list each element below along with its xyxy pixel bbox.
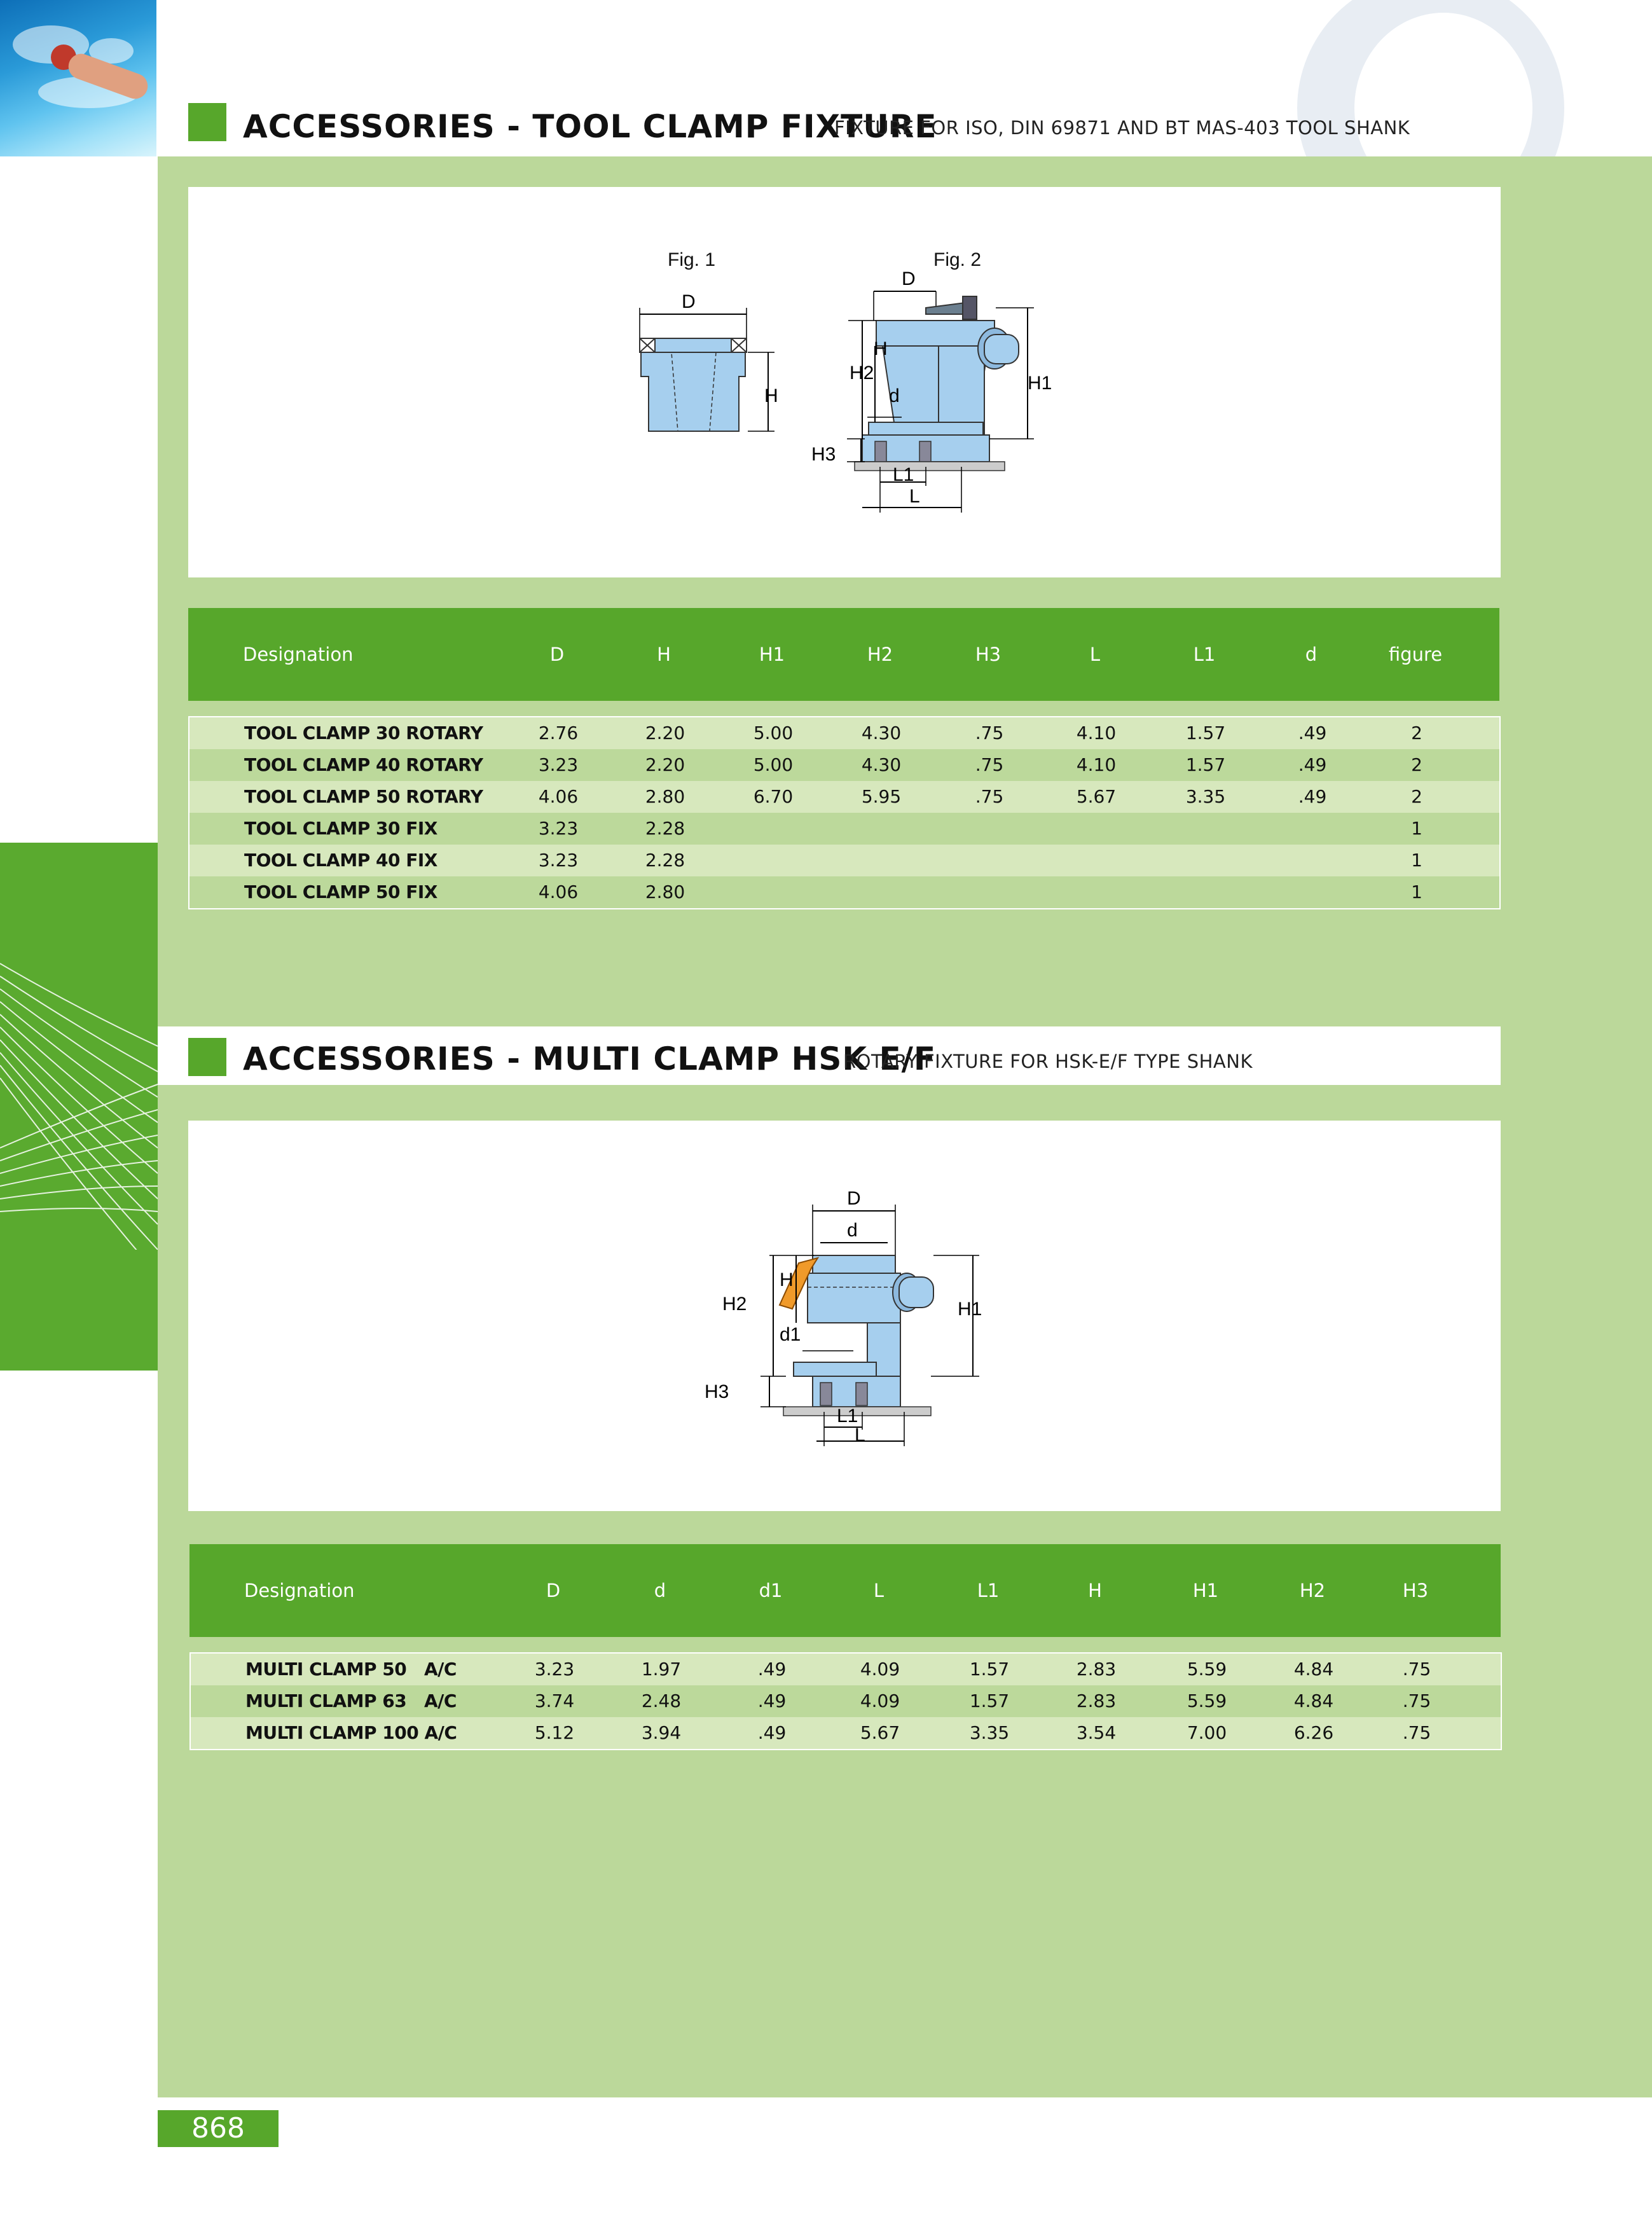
table-row [189, 717, 1499, 749]
cell: 4.06 [538, 786, 579, 807]
cell: 1 [1411, 818, 1422, 839]
fig2-L: L [909, 486, 920, 507]
col-header: H1 [759, 644, 785, 665]
cell: 3.23 [538, 818, 579, 839]
cell: 2.20 [645, 722, 685, 743]
col-header: H [657, 644, 671, 665]
cell: 2.28 [645, 818, 685, 839]
cell: 5.95 [861, 786, 902, 807]
cell-designation: TOOL CLAMP 50 FIX [244, 881, 437, 902]
figure-box [188, 1121, 1501, 1511]
table-header [189, 1544, 1501, 1637]
cell: 1.97 [641, 1659, 682, 1680]
cell: 5.59 [1187, 1690, 1227, 1711]
fig-D: D [847, 1188, 861, 1209]
cell: .49 [757, 1690, 787, 1711]
col-header: H3 [975, 644, 1002, 665]
section-title: ACCESSORIES - TOOL CLAMP FIXTURE [243, 108, 937, 145]
cell: .75 [975, 722, 1004, 743]
cell: 4.30 [861, 722, 902, 743]
data-table [189, 1652, 1502, 1750]
fig2-H3: H3 [811, 444, 836, 465]
col-header: H [1088, 1580, 1102, 1601]
cell: 3.35 [1185, 786, 1226, 807]
col-header: L [873, 1580, 885, 1601]
cell: 1.57 [1185, 754, 1226, 775]
cell: 4.09 [860, 1690, 900, 1711]
cell: 5.59 [1187, 1659, 1227, 1680]
fig1-drawing [640, 291, 778, 431]
fig2-L1: L1 [893, 464, 914, 485]
cell: 4.30 [861, 754, 902, 775]
cell: 7.00 [1187, 1722, 1227, 1743]
cell: 5.67 [860, 1722, 900, 1743]
cell: .75 [1402, 1722, 1431, 1743]
cell: 4.10 [1076, 754, 1117, 775]
cell: 4.10 [1076, 722, 1117, 743]
fig-H2: H2 [722, 1294, 747, 1315]
tool-clamp-diagram [188, 187, 1501, 577]
cell: 5.00 [753, 722, 794, 743]
fig-L1: L1 [837, 1406, 858, 1426]
col-header: D [549, 644, 565, 665]
cell: 4.84 [1293, 1659, 1334, 1680]
cell-designation: TOOL CLAMP 30 ROTARY [244, 722, 483, 743]
cell-designation: MULTI CLAMP 63 A/C [245, 1690, 457, 1711]
fig2-H2: H2 [850, 363, 874, 383]
fig1-D: D [682, 291, 696, 312]
fig-L: L [855, 1425, 865, 1446]
fig2-label: Fig. 2 [933, 249, 982, 270]
cell: 5.67 [1076, 786, 1117, 807]
cell: 4.09 [860, 1659, 900, 1680]
cell: 3.54 [1076, 1722, 1117, 1743]
cell-designation: TOOL CLAMP 30 FIX [244, 818, 437, 839]
page-number: 868 [158, 2110, 279, 2147]
cell: 2.76 [538, 722, 579, 743]
cell: 3.23 [538, 850, 579, 871]
cell: .49 [757, 1722, 787, 1743]
cell: 1.57 [1185, 722, 1226, 743]
figure-box [188, 187, 1501, 577]
table-header [188, 608, 1499, 701]
cell: .75 [1402, 1690, 1431, 1711]
cell: 2 [1411, 754, 1422, 775]
cell: 1.57 [969, 1690, 1010, 1711]
col-header: H2 [1299, 1580, 1326, 1601]
cell: 1.57 [969, 1659, 1010, 1680]
multi-clamp-diagram [188, 1121, 1501, 1511]
col-header: d [654, 1580, 666, 1601]
fig2-H1: H1 [1028, 373, 1052, 394]
cell: 4.06 [538, 881, 579, 902]
cell: 1 [1411, 850, 1422, 871]
cell: 4.84 [1293, 1690, 1334, 1711]
col-header: d [1305, 644, 1318, 665]
cell-designation: TOOL CLAMP 50 ROTARY [244, 786, 483, 807]
swimmer-photo [0, 0, 156, 156]
cell: .49 [1298, 722, 1327, 743]
cell: 5.00 [753, 754, 794, 775]
table-row [191, 1717, 1501, 1749]
cell: 2.80 [645, 786, 685, 807]
cell: .75 [1402, 1659, 1431, 1680]
cell: .49 [757, 1659, 787, 1680]
col-header: H1 [1192, 1580, 1219, 1601]
fig-d1: d1 [780, 1324, 801, 1345]
fig1-H: H [764, 385, 778, 406]
cell-designation: TOOL CLAMP 40 FIX [244, 850, 437, 871]
fig-d: d [847, 1220, 858, 1241]
col-header: L1 [977, 1580, 1000, 1601]
section-marker [188, 103, 226, 141]
cell-designation: MULTI CLAMP 50 A/C [245, 1659, 457, 1680]
cell: 3.23 [534, 1659, 575, 1680]
cell: 2.20 [645, 754, 685, 775]
cell-designation: TOOL CLAMP 40 ROTARY [244, 754, 483, 775]
cell: 5.12 [534, 1722, 575, 1743]
col-header: figure [1388, 644, 1443, 665]
fig2-d: d [889, 385, 900, 406]
col-header: L [1089, 644, 1101, 665]
section-subtitle: FIXTURE FOR ISO, DIN 69871 AND BT MAS-403 TOOL SHANK [834, 117, 1410, 139]
cell: 3.23 [538, 754, 579, 775]
cell-designation: MULTI CLAMP 100 A/C [245, 1722, 457, 1743]
cell: .49 [1298, 754, 1327, 775]
col-header: Designation [243, 644, 354, 665]
fig-H: H [780, 1269, 794, 1290]
cell: 2 [1411, 786, 1422, 807]
data-table [188, 716, 1501, 909]
cell: 3.74 [534, 1690, 575, 1711]
table-row [189, 749, 1499, 781]
table-row [189, 845, 1499, 876]
cell: 3.35 [969, 1722, 1010, 1743]
cell: .75 [975, 786, 1004, 807]
fig-H3: H3 [705, 1381, 729, 1402]
cell: .75 [975, 754, 1004, 775]
col-header: H3 [1402, 1580, 1429, 1601]
fig2-drawing [811, 268, 1052, 513]
section-marker [188, 1038, 226, 1076]
cell: 2.28 [645, 850, 685, 871]
table-row [189, 781, 1499, 813]
table-row [191, 1685, 1501, 1717]
table-row [189, 876, 1499, 908]
cell: .49 [1298, 786, 1327, 807]
col-header: D [546, 1580, 561, 1601]
cell: 2 [1411, 722, 1422, 743]
cell: 6.70 [753, 786, 794, 807]
table-row [191, 1654, 1501, 1685]
fig2-H: H [874, 338, 888, 359]
col-header: L1 [1193, 644, 1216, 665]
cell: 2.48 [641, 1690, 682, 1711]
col-header: H2 [867, 644, 893, 665]
table-row [189, 813, 1499, 845]
cell: 2.80 [645, 881, 685, 902]
fig-H1: H1 [958, 1299, 982, 1320]
fig1-label: Fig. 1 [668, 249, 716, 270]
cell: 3.94 [641, 1722, 682, 1743]
cell: 2.83 [1076, 1659, 1117, 1680]
col-header: Designation [244, 1580, 355, 1601]
cell: 6.26 [1293, 1722, 1334, 1743]
section-title: ACCESSORIES - MULTI CLAMP HSK E/F [243, 1040, 937, 1077]
fig2-D: D [902, 268, 916, 289]
multi-clamp-drawing [705, 1188, 982, 1446]
section-subtitle: ROTARY FIXTURE FOR HSK-E/F TYPE SHANK [843, 1051, 1253, 1072]
cell: 2.83 [1076, 1690, 1117, 1711]
col-header: d1 [759, 1580, 783, 1601]
decorative-wave-band [0, 843, 158, 1371]
cell: 1 [1411, 881, 1422, 902]
